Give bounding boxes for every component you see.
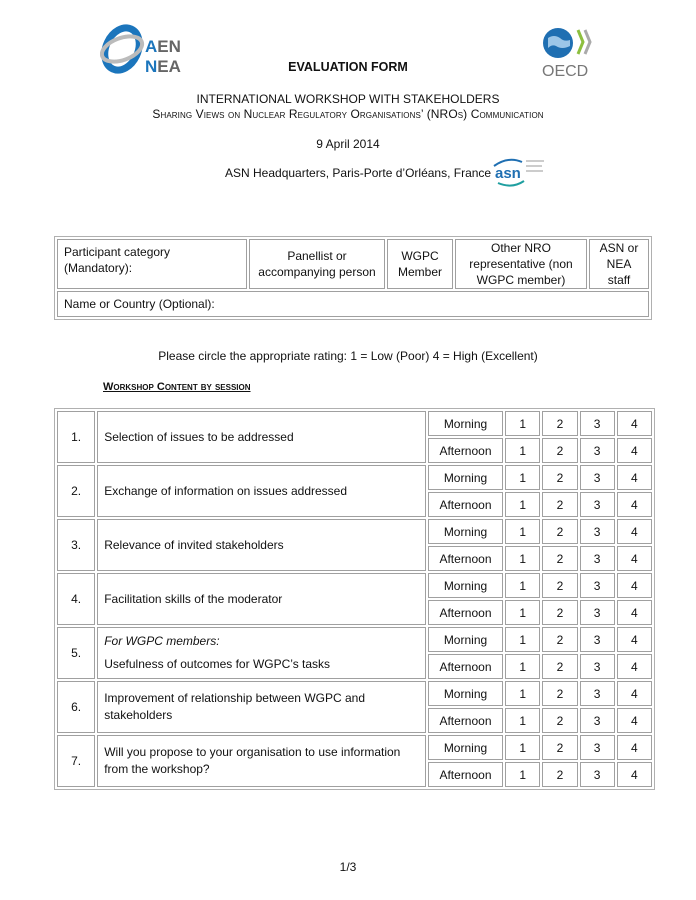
- rating-option[interactable]: 3: [580, 600, 615, 625]
- rating-option[interactable]: 2: [542, 546, 577, 571]
- option-other-nro[interactable]: Other NRO representative (non WGPC member): [455, 239, 587, 289]
- item-number: 5.: [57, 627, 95, 679]
- table-row: [57, 681, 652, 706]
- table-row: [57, 573, 652, 598]
- rating-option[interactable]: 4: [617, 600, 652, 625]
- rating-option[interactable]: 4: [617, 465, 652, 490]
- rating-option[interactable]: 4: [617, 681, 652, 706]
- table-row: [57, 411, 652, 436]
- svg-text:NEA: NEA: [145, 57, 181, 76]
- rating-option[interactable]: 4: [617, 735, 652, 760]
- rating-option[interactable]: 2: [542, 735, 577, 760]
- session-label: Morning: [428, 735, 503, 760]
- item-description: [97, 735, 426, 787]
- rating-option[interactable]: 4: [617, 546, 652, 571]
- rating-option[interactable]: 1: [505, 465, 540, 490]
- rating-option[interactable]: 4: [617, 627, 652, 652]
- rating-option[interactable]: 1: [505, 546, 540, 571]
- session-label: Afternoon: [428, 438, 503, 463]
- rating-option[interactable]: 1: [505, 411, 540, 436]
- session-label: Morning: [428, 465, 503, 490]
- rating-option[interactable]: 3: [580, 735, 615, 760]
- rating-option[interactable]: 3: [580, 654, 615, 679]
- page-number: 1/3: [339, 860, 357, 874]
- rating-option[interactable]: 3: [580, 492, 615, 517]
- rating-option[interactable]: 1: [505, 627, 540, 652]
- item-note: For WGPC members:: [104, 634, 220, 648]
- rating-option[interactable]: 3: [580, 573, 615, 598]
- table-row: [57, 465, 652, 490]
- ratings-table: [54, 408, 655, 790]
- table-row: [57, 627, 652, 652]
- session-label: Morning: [428, 411, 503, 436]
- session-label: Morning: [428, 573, 503, 598]
- rating-option[interactable]: 1: [505, 438, 540, 463]
- rating-option[interactable]: 2: [542, 492, 577, 517]
- table-row: [57, 519, 652, 544]
- rating-instructions: Please circle the appropriate rating: 1 = Low (Poor) 4 = High (Excellent): [158, 349, 538, 363]
- rating-option[interactable]: 1: [505, 573, 540, 598]
- item-description: [97, 465, 426, 517]
- rating-option[interactable]: 3: [580, 465, 615, 490]
- svg-text:asn: asn: [495, 165, 521, 182]
- participant-category-label: Participant category (Mandatory):: [57, 239, 247, 289]
- item-text: Will you propose to your organisation to use information from the workshop?: [104, 745, 401, 776]
- session-label: Afternoon: [428, 600, 503, 625]
- rating-option[interactable]: 2: [542, 708, 577, 733]
- item-number: 2.: [57, 465, 95, 517]
- item-description: [97, 681, 426, 733]
- rating-option[interactable]: 2: [542, 465, 577, 490]
- item-text: Improvement of relationship between WGPC and stakeholders: [104, 691, 365, 722]
- item-description: [97, 627, 426, 679]
- item-description: [97, 519, 426, 571]
- item-text: Facilitation skills of the moderator: [104, 591, 283, 606]
- rating-option[interactable]: 2: [542, 573, 577, 598]
- svg-text:AEN: AEN: [145, 37, 181, 56]
- rating-option[interactable]: 2: [542, 627, 577, 652]
- rating-option[interactable]: 3: [580, 519, 615, 544]
- svg-text:OECD: OECD: [542, 63, 589, 78]
- item-text: Exchange of information on issues addressed: [104, 483, 348, 498]
- session-label: Morning: [428, 519, 503, 544]
- session-label: Afternoon: [428, 492, 503, 517]
- workshop-title: INTERNATIONAL WORKSHOP WITH STAKEHOLDERS: [196, 92, 500, 106]
- session-label: Afternoon: [428, 762, 503, 787]
- item-description: [97, 573, 426, 625]
- workshop-date: 9 April 2014: [316, 137, 380, 151]
- participant-table: [54, 236, 652, 320]
- item-number: 6.: [57, 681, 95, 733]
- name-country-field[interactable]: Name or Country (Optional):: [57, 291, 649, 317]
- asn-logo: [490, 156, 550, 188]
- workshop-venue: ASN Headquarters, Paris-Porte d’Orléans, France: [225, 166, 492, 180]
- rating-option[interactable]: 3: [580, 762, 615, 787]
- workshop-subtitle: Sharing Views on Nuclear Regulatory Organisations’ (NROs) Communication: [152, 107, 544, 121]
- rating-option[interactable]: 1: [505, 708, 540, 733]
- rating-option[interactable]: 2: [542, 411, 577, 436]
- rating-option[interactable]: 2: [542, 519, 577, 544]
- rating-option[interactable]: 1: [505, 600, 540, 625]
- rating-option[interactable]: 2: [542, 600, 577, 625]
- option-panellist[interactable]: Panellist or accompanying person: [249, 239, 385, 289]
- rating-option[interactable]: 4: [617, 654, 652, 679]
- item-text: Relevance of invited stakeholders: [104, 537, 284, 552]
- rating-option[interactable]: 3: [580, 681, 615, 706]
- section-title: Workshop Content by session: [103, 381, 251, 393]
- rating-option[interactable]: 1: [505, 735, 540, 760]
- rating-option[interactable]: 3: [580, 627, 615, 652]
- rating-option[interactable]: 4: [617, 519, 652, 544]
- item-text: Usefulness of outcomes for WGPC’s tasks: [104, 657, 331, 671]
- session-label: Morning: [428, 681, 503, 706]
- item-number: 7.: [57, 735, 95, 787]
- option-wgpc-member[interactable]: WGPC Member: [387, 239, 453, 289]
- rating-option[interactable]: 4: [617, 573, 652, 598]
- rating-option[interactable]: 4: [617, 708, 652, 733]
- rating-option[interactable]: 1: [505, 762, 540, 787]
- rating-option[interactable]: 3: [580, 546, 615, 571]
- rating-option[interactable]: 2: [542, 762, 577, 787]
- rating-option[interactable]: 1: [505, 492, 540, 517]
- session-label: Afternoon: [428, 654, 503, 679]
- item-number: 3.: [57, 519, 95, 571]
- item-number: 1.: [57, 411, 95, 463]
- item-description: [97, 411, 426, 463]
- rating-option[interactable]: 4: [617, 492, 652, 517]
- session-label: Afternoon: [428, 546, 503, 571]
- rating-option[interactable]: 3: [580, 438, 615, 463]
- rating-option[interactable]: 3: [580, 708, 615, 733]
- rating-option[interactable]: 1: [505, 654, 540, 679]
- session-label: Afternoon: [428, 708, 503, 733]
- rating-option[interactable]: 4: [617, 438, 652, 463]
- item-text: Selection of issues to be addressed: [104, 429, 294, 444]
- rating-option[interactable]: 4: [617, 762, 652, 787]
- rating-option[interactable]: 1: [505, 681, 540, 706]
- option-asn-nea-staff[interactable]: ASN or NEA staff: [589, 239, 649, 289]
- rating-option[interactable]: 2: [542, 681, 577, 706]
- form-title: EVALUATION FORM: [288, 60, 408, 74]
- rating-option[interactable]: 3: [580, 411, 615, 436]
- table-row: [57, 735, 652, 760]
- session-label: Morning: [428, 627, 503, 652]
- rating-option[interactable]: 2: [542, 654, 577, 679]
- item-number: 4.: [57, 573, 95, 625]
- rating-option[interactable]: 2: [542, 438, 577, 463]
- rating-option[interactable]: 1: [505, 519, 540, 544]
- rating-option[interactable]: 4: [617, 411, 652, 436]
